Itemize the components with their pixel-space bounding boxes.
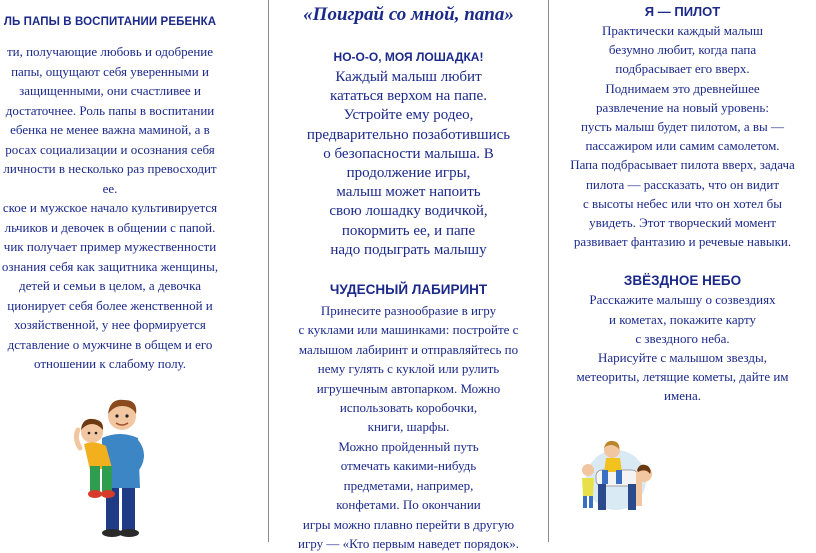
brochure-title: «Поиграй со мной, папа»: [303, 4, 514, 25]
text-line: игрушечным автопарком. Можно: [316, 380, 501, 396]
text-line: Каждый малыш любит: [335, 69, 482, 85]
text-line: отмечать какими-нибудь: [340, 458, 477, 474]
text-line: продолжение игры,: [346, 165, 471, 182]
starry-sky-text: [549, 290, 816, 405]
text-line: защищенными, они счастливее и: [19, 83, 201, 98]
labyrinth-game-text: [269, 301, 548, 553]
father-playing-horse-with-child-illustration: [578, 424, 664, 520]
text-line: ционирует себя более женственной и: [7, 297, 213, 313]
text-line: малыш может напоить: [336, 184, 481, 201]
text-line: конфетами. По окончании: [336, 497, 481, 513]
text-line: ское и мужское начало культивируется: [2, 200, 218, 215]
text-line: хозяйственной, у нее формируется: [14, 317, 206, 332]
text-line: Устройте ему родео,: [343, 107, 474, 124]
text-line: нему гулять с куклой или рулить: [317, 361, 500, 377]
text-line: Нарисуйте с малышом звезды,: [598, 350, 767, 366]
left-panel-title: ЛЬ ПАПЫ В ВОСПИТАНИИ РЕБЕНКА: [3, 16, 217, 28]
text-line: Поднимаем это древнейшее: [605, 80, 760, 96]
text-line: подбрасывает его вверх.: [615, 61, 750, 77]
text-line: кататься верхом на папе.: [330, 88, 487, 105]
text-line: ти, получающие любовь и одобрение: [6, 44, 214, 59]
text-line: пусть малыш будет пилотом, а вы —: [580, 119, 785, 135]
text-line: покормить ее, и папе: [341, 222, 476, 239]
left-panel: [0, 0, 268, 542]
horse-game-title: НО-О-О, МОЯ ЛОШАДКА!: [333, 50, 484, 64]
text-line: ебенка не менее важна маминой, а в: [10, 122, 210, 137]
text-line: игры можно плавно перейти в другую: [302, 516, 515, 532]
text-line: дставление о мужчине в общем и его: [7, 336, 213, 352]
text-line: метеориты, летящие кометы, дайте им: [576, 369, 789, 385]
text-line: предметами, например,: [343, 477, 474, 493]
text-line: книги, шарфы.: [367, 419, 450, 435]
text-line: с звездного неба.: [635, 330, 730, 346]
text-line: о безопасности малыша. В: [323, 145, 494, 162]
left-panel-content: [0, 10, 252, 374]
text-line: Принесите разнообразие в игру: [320, 303, 497, 319]
text-line: Расскажите малышу о созвездиях: [589, 292, 776, 308]
middle-panel: [269, 0, 548, 551]
text-line: достаточнее. Роль папы в воспитании: [5, 102, 215, 118]
text-line: развивает фантазию и речевые навыки.: [573, 234, 792, 250]
text-line: чик получает пример мужественности: [3, 239, 217, 254]
text-line: отношении к слабому полу.: [33, 356, 187, 371]
text-line: использовать коробочки,: [339, 400, 478, 416]
text-line: развлечение на новый уровень:: [596, 99, 769, 115]
text-line: малышом лабиринт и отправляйтесь по: [298, 341, 519, 357]
text-line: с высоты небес или что он хотел бы: [583, 195, 782, 211]
text-line: Практически каждый малыш: [601, 23, 764, 38]
horse-game-text: [269, 68, 548, 260]
starry-sky-title: ЗВЁЗДНОЕ НЕБО: [623, 273, 742, 289]
text-line: папы, ощущают себя уверенными и: [11, 63, 209, 79]
text-line: льчиков и девочек в общении с папой.: [4, 219, 216, 235]
text-line: пилота — рассказать, что он видит: [585, 176, 780, 192]
text-line: имена.: [664, 388, 701, 404]
text-line: Можно пройденный путь: [338, 438, 479, 454]
text-line: с куклами или машинками: постройте с: [298, 322, 519, 338]
text-line: игру — «Кто первым наведет порядок».: [298, 535, 519, 551]
text-line: Папа подбрасывает пилота вверх, задача: [570, 157, 795, 173]
text-line: пассажиром или самим самолетом.: [585, 138, 780, 154]
left-panel-body: [0, 42, 252, 374]
text-line: ее.: [102, 180, 118, 196]
text-line: свою лошадку водичкой,: [329, 203, 488, 220]
text-line: ознания себя как защитника женщины,: [1, 258, 219, 274]
text-line: личности в несколько раз превосходит: [3, 161, 217, 176]
text-line: и кометах, покажите карту: [609, 311, 756, 327]
text-line: детей и семьи в целом, а девочка: [19, 278, 201, 293]
text-line: надо подыграть малышу: [330, 241, 487, 258]
labyrinth-game-title: ЧУДЕСНЫЙ ЛАБИРИНТ: [329, 282, 488, 298]
pilot-game-title: Я — ПИЛОТ: [644, 4, 721, 19]
text-line: безумно любит, когда папа: [608, 42, 757, 58]
text-line: предварительно позаботившись: [306, 126, 511, 143]
text-line: увидеть. Этот творческий момент: [589, 215, 776, 231]
text-line: росах социализации и осознания себя: [5, 141, 215, 157]
father-carrying-child-illustration: [72, 392, 168, 538]
pilot-game-text: [549, 21, 816, 251]
